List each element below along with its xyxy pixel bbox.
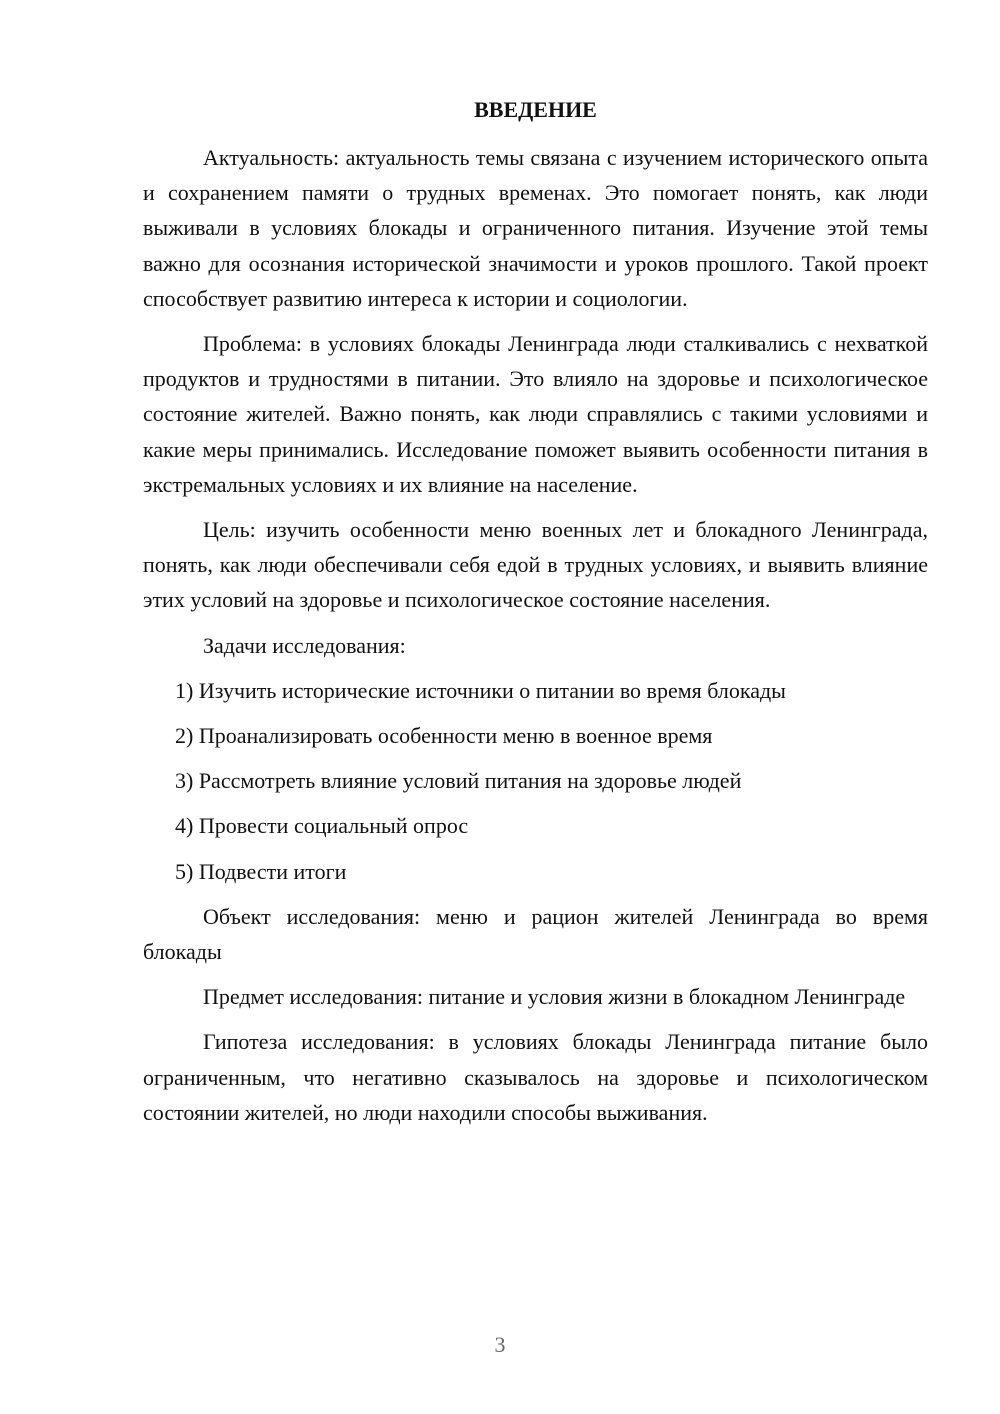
task-list [143, 673, 928, 889]
page-title: ВВЕДЕНИЕ [474, 97, 597, 122]
paragraph-object: Объект исследования: меню и рацион жителей Ленинграда во время блокады [143, 903, 928, 965]
paragraph-problem: Проблема: в условиях блокады Ленинграда люди сталкивались с нехваткой продуктов и трудностями в питании. Это влияло на здоровье и психологическое состояние жителей. Важно понять, как люди справлялись с такими условиями и какие меры принимались. Исследование поможет выявить особенности питания в экстремальных условиях и их влияние на население. [143, 331, 928, 497]
paragraph-goal: Цель: изучить особенности меню военных лет и блокадного Ленинграда, понять, как люди обеспечивали себя едой в трудных условиях, и выявить влияние этих условий на здоровье и психологическое состояние населения. [143, 517, 928, 613]
task-item: 4) Провести социальный опрос [175, 813, 469, 839]
paragraph-subject: Предмет исследования: питание и условия жизни в блокадном Ленинграде [203, 984, 906, 1010]
task-item: 1) Изучить исторические источники о питании во время блокады [175, 677, 786, 703]
task-item: 5) Подвести итоги [175, 858, 347, 884]
paragraph-relevance: Актуальность: актуальность темы связана с изучением исторического опыта и сохранением памяти о трудных временах. Это помогает понять, как люди выживали в условиях блокады и ограниченного питания. Изучение этой темы важно для осознания исторической значимости и уроков прошлого. Такой проект способствует развитию интереса к истории и социологии. [143, 145, 928, 311]
paragraph-hypothesis: Гипотеза исследования: в условиях блокады Ленинграда питание было ограниченным, что негативно сказывалось на здоровье и психологическом состоянии жителей, но люди находили способы выживания. [143, 1029, 928, 1125]
document-page [143, 88, 928, 1130]
tasks-title: Задачи исследования: [203, 632, 406, 658]
page-number: 3 [494, 1332, 506, 1357]
task-item: 3) Рассмотреть влияние условий питания на здоровье людей [175, 768, 742, 794]
task-item: 2) Проанализировать особенности меню в военное время [175, 723, 713, 749]
